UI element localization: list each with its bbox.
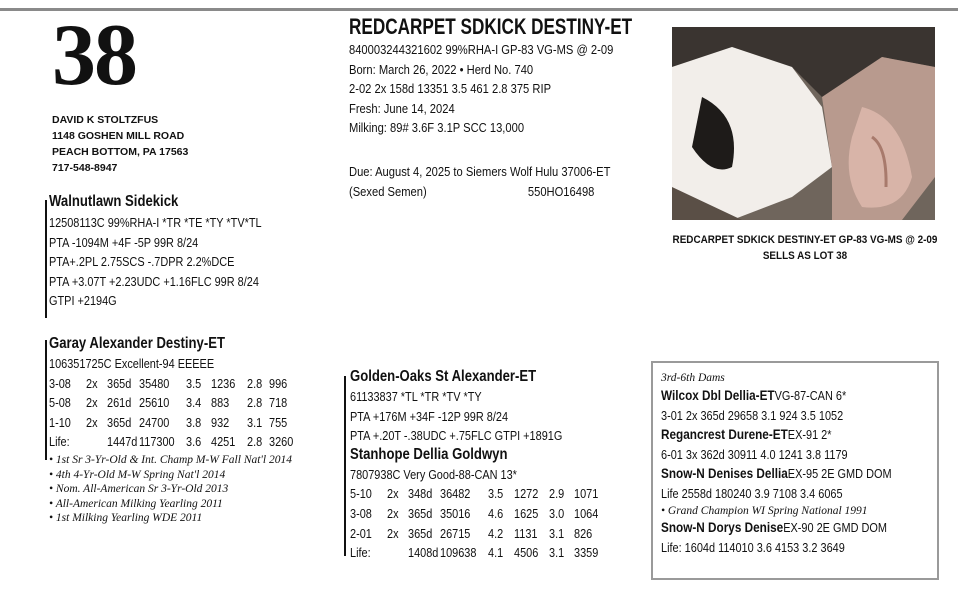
granddam-name bbox=[350, 446, 603, 464]
mgs-name-text: Golden-Oaks St Alexander-ET bbox=[350, 368, 537, 385]
dams-box-entry-record bbox=[661, 406, 935, 426]
dams-box-entry-classification: EX-95 2E GMD DOM bbox=[787, 466, 892, 482]
record-cell: 3359 bbox=[574, 545, 599, 561]
dam-name-text: Garay Alexander Destiny-ET bbox=[49, 335, 225, 352]
record-cell: 261d bbox=[107, 395, 132, 411]
record-cell: 1447d bbox=[107, 434, 138, 450]
dams-box-entry-classification: EX-90 2E GMD DOM bbox=[783, 520, 887, 536]
sire-line bbox=[49, 213, 302, 233]
record-row bbox=[49, 393, 292, 413]
record-cell: 3.6 bbox=[186, 434, 202, 450]
dams-box-entry-classification: VG-87-CAN 6* bbox=[774, 388, 847, 403]
dam-honor: • 1st Milking Yearling WDE 2011 bbox=[49, 512, 203, 525]
record-cell: 3.5 bbox=[186, 375, 202, 391]
record-cell: 1272 bbox=[514, 486, 539, 502]
dams-box-entry-name bbox=[661, 464, 935, 484]
record-row bbox=[350, 484, 603, 504]
record-cell: 1625 bbox=[514, 505, 539, 521]
record-cell: 996 bbox=[269, 375, 288, 391]
record-cell: 1064 bbox=[574, 505, 599, 521]
record-cell: 365d bbox=[107, 414, 132, 430]
sire-line-text: PTA -1094M +4F -5P 99R 8/24 bbox=[49, 234, 199, 250]
record-row bbox=[350, 543, 603, 563]
record-cell: 2x bbox=[387, 486, 399, 502]
semen-code: 550HO16498 bbox=[527, 183, 595, 199]
dam-block bbox=[49, 335, 292, 526]
record-cell: 26715 bbox=[440, 525, 471, 541]
dams-box-entry-record-text: Life 2558d 180240 3.9 7108 3.4 6065 bbox=[661, 485, 843, 501]
sire-name-text: Walnutlawn Sidekick bbox=[49, 193, 179, 210]
record-cell: 3260 bbox=[269, 434, 294, 450]
record-row bbox=[49, 374, 292, 394]
record-cell: 5-10 bbox=[350, 486, 372, 502]
granddam-id-line bbox=[350, 465, 603, 485]
pedigree-bracket-mgs bbox=[344, 376, 346, 556]
owner-block bbox=[52, 112, 188, 176]
record-cell: 2.8 bbox=[247, 434, 263, 450]
record-cell: 718 bbox=[269, 395, 288, 411]
record-cell: 35016 bbox=[440, 505, 471, 521]
sexed-line bbox=[349, 182, 610, 202]
record-cell: 1071 bbox=[574, 486, 599, 502]
dam-id-text: 106351725C Excellent-94 EEEEE bbox=[49, 356, 215, 371]
dams-box-entry-name bbox=[661, 425, 935, 445]
record-cell: 2-01 bbox=[350, 525, 372, 541]
record-cell: 4506 bbox=[514, 545, 539, 561]
dams-box-entry-name-text: Regancrest Durene-ETEX-91 2* bbox=[661, 425, 832, 445]
pedigree-bracket-sire bbox=[45, 200, 47, 318]
sexed-label: (Sexed Semen) bbox=[349, 183, 427, 199]
record-cell: 25610 bbox=[139, 395, 170, 411]
dam-honor: • Nom. All-American Sr 3-Yr-Old 2013 bbox=[49, 483, 229, 496]
top-rule bbox=[0, 8, 958, 11]
record-cell: 365d bbox=[107, 375, 132, 391]
animal-fresh-line: Fresh: June 14, 2024 bbox=[349, 100, 455, 116]
record-cell: Life: bbox=[49, 434, 70, 450]
record-cell: Life: bbox=[350, 545, 371, 561]
record-cell: 117300 bbox=[139, 434, 175, 450]
record-cell: 24700 bbox=[139, 414, 170, 430]
record-cell: 826 bbox=[574, 525, 593, 541]
record-cell: 3.8 bbox=[186, 414, 202, 430]
owner-name: DAVID K STOLTZFUS bbox=[52, 114, 159, 126]
record-cell: 755 bbox=[269, 414, 288, 430]
record-cell: 2x bbox=[387, 525, 399, 541]
dams-box bbox=[651, 361, 939, 580]
animal-milking-line: Milking: 89# 3.6F 3.1P SCC 13,000 bbox=[349, 120, 525, 135]
mgs-line-text: PTA +176M +34F -12P 99R 8/24 bbox=[350, 408, 509, 424]
sire-line-text: PTA+.2PL 2.75SCS -.7DPR 2.2%DCE bbox=[49, 254, 235, 270]
due-line: Due: August 4, 2025 to Siemers Wolf Hulu 37006-ET bbox=[349, 164, 611, 179]
owner-address-1: 1148 GOSHEN MILL ROAD bbox=[52, 130, 185, 142]
cow-photo bbox=[672, 27, 935, 220]
record-cell: 883 bbox=[211, 395, 230, 411]
record-row bbox=[350, 524, 603, 544]
sire-block bbox=[49, 193, 302, 311]
record-cell: 1131 bbox=[514, 525, 538, 541]
record-row bbox=[49, 432, 292, 452]
record-cell: 2x bbox=[86, 375, 98, 391]
record-cell: 35480 bbox=[139, 375, 170, 391]
record-cell: 2x bbox=[86, 414, 98, 430]
dams-box-entry-classification: EX-91 2* bbox=[787, 427, 832, 443]
dam-records bbox=[49, 374, 292, 452]
dams-box-entry-record-text: Life: 1604d 114010 3.6 4153 3.2 3649 bbox=[661, 539, 845, 555]
record-cell: 3.1 bbox=[549, 525, 565, 541]
record-cell: 348d bbox=[408, 486, 433, 502]
dam-honor: • 1st Sr 3-Yr-Old & Int. Champ M-W Fall Nat'l 2014 bbox=[49, 453, 292, 466]
cow-photo-image bbox=[672, 27, 935, 220]
dam-id-line bbox=[49, 354, 292, 374]
record-cell: 1-10 bbox=[49, 414, 71, 430]
dams-box-entry-record bbox=[661, 538, 935, 558]
record-cell: 365d bbox=[408, 505, 433, 521]
caption-line-1: REDCARPET SDKICK DESTINY-ET GP-83 VG-MS @ 2-09 bbox=[672, 234, 938, 246]
mgs-block bbox=[350, 368, 603, 563]
record-cell: 4.6 bbox=[488, 505, 504, 521]
granddam-id-text: 7807938C Very Good-88-CAN 13* bbox=[350, 466, 517, 482]
record-cell: 4.1 bbox=[488, 545, 504, 561]
record-cell: 1408d bbox=[408, 545, 439, 561]
dam-honor: • 4th 4-Yr-Old M-W Spring Nat'l 2014 bbox=[49, 468, 226, 481]
record-cell: 2.8 bbox=[247, 395, 263, 411]
granddam-name-text: Stanhope Dellia Goldwyn bbox=[350, 445, 508, 463]
record-cell: 4.2 bbox=[488, 525, 504, 541]
dam-honor: • All-American Milking Yearling 2011 bbox=[49, 497, 223, 510]
record-cell: 36482 bbox=[440, 486, 471, 502]
sire-line bbox=[49, 272, 302, 292]
mgs-name bbox=[350, 368, 603, 386]
dams-box-entry-name bbox=[661, 386, 935, 406]
mgs-line-text: 61133837 *TL *TR *TV *TY bbox=[350, 389, 482, 404]
sire-name bbox=[49, 193, 302, 211]
record-cell: 3.5 bbox=[488, 486, 504, 502]
sire-line bbox=[49, 291, 302, 311]
mgs-line-text: PTA +.20T -.38UDC +.75FLC GTPI +1891G bbox=[350, 428, 563, 444]
record-cell: 3.1 bbox=[247, 414, 263, 430]
sire-line bbox=[49, 252, 302, 272]
animal-born-line: Born: March 26, 2022 • Herd No. 740 bbox=[349, 61, 534, 77]
record-cell: 1236 bbox=[211, 375, 236, 391]
due-block bbox=[349, 162, 653, 201]
dam-name bbox=[49, 335, 292, 353]
record-cell: 932 bbox=[211, 414, 230, 430]
record-cell: 109638 bbox=[440, 545, 477, 561]
record-cell: 2x bbox=[86, 395, 98, 411]
record-cell: 2x bbox=[387, 505, 399, 521]
owner-address-2: PEACH BOTTOM, PA 17563 bbox=[52, 146, 189, 158]
dams-box-entries bbox=[661, 386, 935, 557]
record-row bbox=[350, 504, 603, 524]
record-cell: 4251 bbox=[211, 434, 236, 450]
sire-line-text: PTA +3.07T +2.23UDC +1.16FLC 99R 8/24 bbox=[49, 273, 259, 289]
dams-box-entry-record-text: 3-01 2x 365d 29658 3.1 924 3.5 1052 bbox=[661, 407, 844, 423]
animal-record-line: 2-02 2x 158d 13351 3.5 461 2.8 375 RIP bbox=[349, 81, 552, 96]
photo-caption bbox=[635, 232, 958, 264]
mgs-line bbox=[350, 426, 603, 446]
record-cell: 2.8 bbox=[247, 375, 263, 391]
pedigree-bracket-dam bbox=[45, 340, 47, 460]
granddam-records bbox=[350, 484, 603, 562]
dams-box-entry-record bbox=[661, 484, 935, 504]
dams-box-content bbox=[661, 371, 935, 557]
record-row bbox=[49, 413, 292, 433]
animal-name: REDCARPET SDKICK DESTINY-ET bbox=[349, 14, 633, 39]
sire-line-text: GTPI +2194G bbox=[49, 293, 117, 309]
dams-box-heading: 3rd-6th Dams bbox=[661, 372, 725, 384]
record-cell: 3-08 bbox=[49, 375, 71, 391]
mgs-line bbox=[350, 407, 603, 427]
record-cell: 5-08 bbox=[49, 395, 71, 411]
sire-line-text: 12508113C 99%RHA-I *TR *TE *TY *TV*TL bbox=[49, 215, 262, 230]
record-cell: 3.0 bbox=[549, 505, 565, 521]
animal-info bbox=[349, 40, 656, 138]
dams-box-entry-record-text: 6-01 3x 362d 30911 4.0 1241 3.8 1179 bbox=[661, 446, 848, 462]
mgs-line bbox=[350, 387, 603, 407]
dams-box-entry-name-text: Snow-N Denises DelliaEX-95 2E GMD DOM bbox=[661, 464, 892, 484]
record-cell: 2.9 bbox=[549, 486, 565, 502]
dams-box-entry-name-text: Wilcox Dbl Dellia-ETVG-87-CAN 6* bbox=[661, 386, 846, 406]
record-cell: 3.1 bbox=[549, 545, 565, 561]
dams-box-entry-name-text: Snow-N Dorys DeniseEX-90 2E GMD DOM bbox=[661, 518, 887, 538]
record-cell: 365d bbox=[408, 525, 433, 541]
record-cell: 3.4 bbox=[186, 395, 202, 411]
dams-box-entry-record bbox=[661, 445, 935, 465]
record-cell: 3-08 bbox=[350, 505, 372, 521]
sire-line bbox=[49, 233, 302, 253]
caption-line-2: SELLS AS LOT 38 bbox=[762, 250, 848, 262]
animal-id-line: 840003244321602 99%RHA-I GP-83 VG-MS @ 2-09 bbox=[349, 42, 614, 57]
dams-box-honor: • Grand Champion WI Spring National 1991 bbox=[661, 504, 868, 517]
lot-number: 38 bbox=[52, 7, 136, 104]
dams-box-entry-name bbox=[661, 518, 935, 538]
owner-phone: 717-548-8947 bbox=[52, 162, 118, 174]
